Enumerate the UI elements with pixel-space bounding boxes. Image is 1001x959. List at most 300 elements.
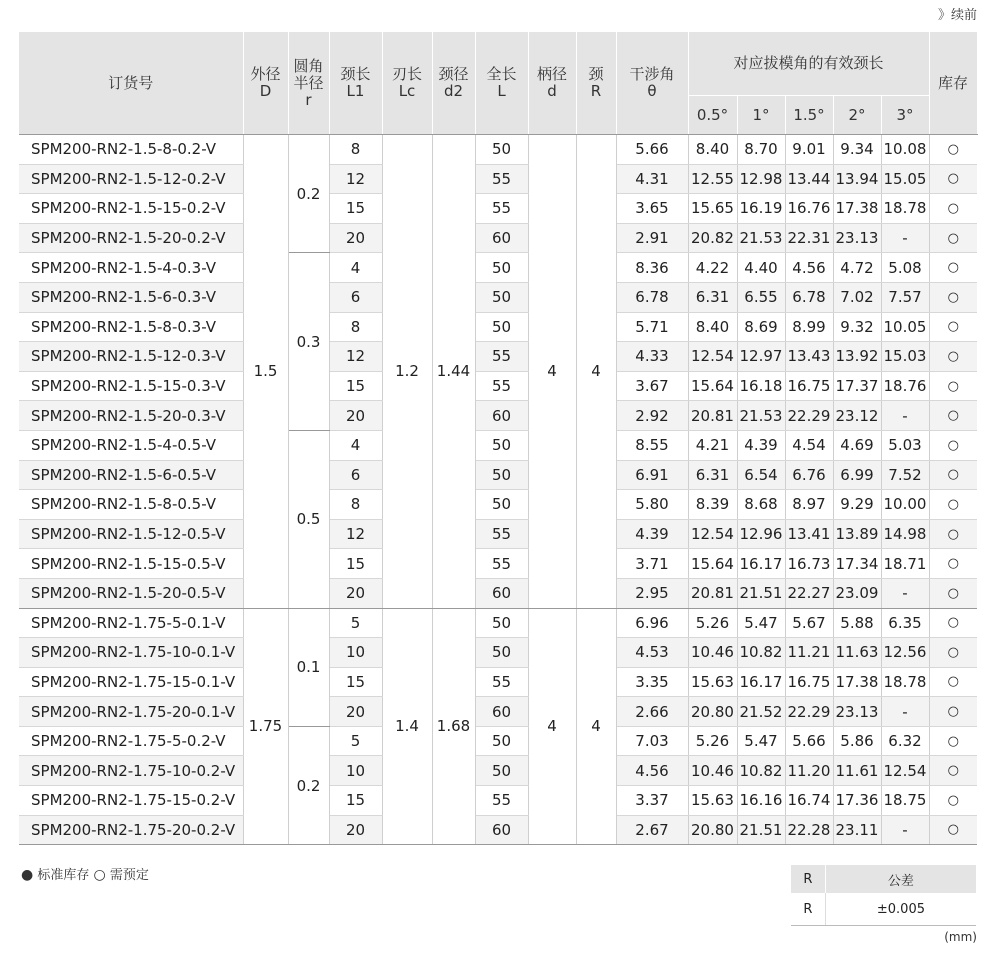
effective-neck-cell: 13.89 bbox=[833, 519, 881, 549]
effective-neck-cell: 21.53 bbox=[737, 223, 785, 253]
effective-neck-cell: 17.37 bbox=[833, 371, 881, 401]
interference-angle-cell: 4.31 bbox=[616, 164, 688, 194]
stock-cell: ○ bbox=[929, 726, 977, 756]
effective-neck-cell: 5.08 bbox=[881, 253, 929, 283]
effective-neck-cell: 6.54 bbox=[737, 460, 785, 490]
effective-neck-cell: 5.66 bbox=[785, 726, 833, 756]
effective-neck-cell: 23.13 bbox=[833, 223, 881, 253]
shank-diameter-cell: 4 bbox=[528, 135, 576, 609]
interference-angle-cell: 2.66 bbox=[616, 697, 688, 727]
effective-neck-cell: 8.70 bbox=[737, 135, 785, 165]
stock-cell: ○ bbox=[929, 697, 977, 727]
order-code-cell: SPM200-RN2-1.5-20-0.3-V bbox=[19, 401, 243, 431]
stock-cell: ○ bbox=[929, 223, 977, 253]
effective-neck-cell: 5.03 bbox=[881, 430, 929, 460]
diameter-cell: 1.75 bbox=[243, 608, 288, 845]
effective-neck-cell: - bbox=[881, 578, 929, 608]
effective-neck-cell: - bbox=[881, 401, 929, 431]
table-row bbox=[19, 815, 977, 845]
effective-neck-cell: 12.56 bbox=[881, 638, 929, 668]
effective-neck-cell: 6.35 bbox=[881, 608, 929, 638]
header-angle: 2° bbox=[833, 96, 881, 135]
interference-angle-cell: 6.78 bbox=[616, 282, 688, 312]
effective-neck-cell: 23.13 bbox=[833, 697, 881, 727]
effective-neck-cell: 16.76 bbox=[785, 194, 833, 224]
overall-length-cell: 60 bbox=[475, 223, 528, 253]
order-code-cell: SPM200-RN2-1.5-4-0.5-V bbox=[19, 430, 243, 460]
overall-length-cell: 50 bbox=[475, 756, 528, 786]
table-row bbox=[19, 194, 977, 224]
tolerance-header-tolerance: 公差 bbox=[825, 865, 976, 893]
order-code-cell: SPM200-RN2-1.5-20-0.2-V bbox=[19, 223, 243, 253]
effective-neck-cell: 9.01 bbox=[785, 135, 833, 165]
overall-length-cell: 55 bbox=[475, 342, 528, 372]
neck-length-cell: 15 bbox=[329, 549, 382, 579]
stock-cell: ○ bbox=[929, 430, 977, 460]
effective-neck-cell: 10.46 bbox=[688, 756, 737, 786]
effective-neck-cell: 7.57 bbox=[881, 282, 929, 312]
overall-length-cell: 60 bbox=[475, 578, 528, 608]
overall-length-cell: 55 bbox=[475, 164, 528, 194]
table-row bbox=[19, 430, 977, 460]
effective-neck-cell: 10.05 bbox=[881, 312, 929, 342]
stock-cell: ○ bbox=[929, 282, 977, 312]
effective-neck-cell: 11.63 bbox=[833, 638, 881, 668]
effective-neck-cell: 17.38 bbox=[833, 194, 881, 224]
interference-angle-cell: 7.03 bbox=[616, 726, 688, 756]
order-code-cell: SPM200-RN2-1.5-15-0.3-V bbox=[19, 371, 243, 401]
table-row bbox=[19, 578, 977, 608]
stock-cell: ○ bbox=[929, 164, 977, 194]
effective-neck-cell: 8.40 bbox=[688, 135, 737, 165]
order-code-cell: SPM200-RN2-1.5-15-0.2-V bbox=[19, 194, 243, 224]
effective-neck-cell: 15.63 bbox=[688, 667, 737, 697]
interference-angle-cell: 3.37 bbox=[616, 786, 688, 816]
effective-neck-cell: 8.40 bbox=[688, 312, 737, 342]
stock-cell: ○ bbox=[929, 549, 977, 579]
interference-angle-cell: 8.55 bbox=[616, 430, 688, 460]
effective-neck-cell: - bbox=[881, 223, 929, 253]
effective-neck-cell: 8.97 bbox=[785, 490, 833, 520]
overall-length-cell: 50 bbox=[475, 430, 528, 460]
overall-length-cell: 50 bbox=[475, 312, 528, 342]
effective-neck-cell: 13.41 bbox=[785, 519, 833, 549]
order-code-cell: SPM200-RN2-1.75-10-0.2-V bbox=[19, 756, 243, 786]
order-code-cell: SPM200-RN2-1.5-4-0.3-V bbox=[19, 253, 243, 283]
interference-angle-cell: 2.91 bbox=[616, 223, 688, 253]
effective-neck-cell: 23.12 bbox=[833, 401, 881, 431]
effective-neck-cell: 12.54 bbox=[881, 756, 929, 786]
neck-length-cell: 4 bbox=[329, 253, 382, 283]
order-code-cell: SPM200-RN2-1.5-15-0.5-V bbox=[19, 549, 243, 579]
interference-angle-cell: 6.96 bbox=[616, 608, 688, 638]
effective-neck-cell: 4.54 bbox=[785, 430, 833, 460]
interference-angle-cell: 2.95 bbox=[616, 578, 688, 608]
stock-cell: ○ bbox=[929, 756, 977, 786]
effective-neck-cell: 4.21 bbox=[688, 430, 737, 460]
neck-diameter-cell: 1.44 bbox=[432, 135, 475, 609]
effective-neck-cell: 11.20 bbox=[785, 756, 833, 786]
order-code-cell: SPM200-RN2-1.75-5-0.2-V bbox=[19, 726, 243, 756]
table-row bbox=[19, 371, 977, 401]
effective-neck-cell: 15.65 bbox=[688, 194, 737, 224]
effective-neck-cell: 5.86 bbox=[833, 726, 881, 756]
neck-length-cell: 20 bbox=[329, 815, 382, 845]
stock-cell: ○ bbox=[929, 578, 977, 608]
effective-neck-cell: 22.29 bbox=[785, 401, 833, 431]
effective-neck-cell: 16.19 bbox=[737, 194, 785, 224]
effective-neck-cell: 15.64 bbox=[688, 371, 737, 401]
effective-neck-cell: 16.16 bbox=[737, 786, 785, 816]
stock-cell: ○ bbox=[929, 667, 977, 697]
order-code-cell: SPM200-RN2-1.75-15-0.2-V bbox=[19, 786, 243, 816]
overall-length-cell: 60 bbox=[475, 697, 528, 727]
effective-neck-cell: 18.76 bbox=[881, 371, 929, 401]
overall-length-cell: 60 bbox=[475, 401, 528, 431]
neck-length-cell: 12 bbox=[329, 519, 382, 549]
order-code-cell: SPM200-RN2-1.5-8-0.3-V bbox=[19, 312, 243, 342]
effective-neck-cell: 8.99 bbox=[785, 312, 833, 342]
effective-neck-cell: 4.39 bbox=[737, 430, 785, 460]
neck-length-cell: 10 bbox=[329, 638, 382, 668]
effective-neck-cell: 6.31 bbox=[688, 460, 737, 490]
header-flute-length: 刃长 Lc bbox=[382, 32, 432, 135]
neck-length-cell: 15 bbox=[329, 371, 382, 401]
interference-angle-cell: 3.67 bbox=[616, 371, 688, 401]
neck-diameter-cell: 1.68 bbox=[432, 608, 475, 845]
effective-neck-cell: 5.47 bbox=[737, 608, 785, 638]
overall-length-cell: 50 bbox=[475, 638, 528, 668]
effective-neck-cell: 16.75 bbox=[785, 667, 833, 697]
effective-neck-cell: 20.81 bbox=[688, 401, 737, 431]
stock-cell: ○ bbox=[929, 815, 977, 845]
stock-cell: ○ bbox=[929, 786, 977, 816]
effective-neck-cell: 20.80 bbox=[688, 697, 737, 727]
effective-neck-cell: 9.34 bbox=[833, 135, 881, 165]
header-angle: 1° bbox=[737, 96, 785, 135]
effective-neck-cell: 16.18 bbox=[737, 371, 785, 401]
neck-length-cell: 5 bbox=[329, 608, 382, 638]
continued-note: 》续前 bbox=[937, 8, 977, 23]
overall-length-cell: 50 bbox=[475, 726, 528, 756]
effective-neck-cell: 13.43 bbox=[785, 342, 833, 372]
neck-length-cell: 4 bbox=[329, 430, 382, 460]
legend-standard-stock: 标准库存 bbox=[37, 868, 90, 883]
effective-neck-cell: 13.44 bbox=[785, 164, 833, 194]
table-row bbox=[19, 726, 977, 756]
filled-circle-icon: ● bbox=[21, 867, 34, 883]
neck-length-cell: 8 bbox=[329, 490, 382, 520]
interference-angle-cell: 4.53 bbox=[616, 638, 688, 668]
header-angle: 1.5° bbox=[785, 96, 833, 135]
effective-neck-cell: 12.54 bbox=[688, 519, 737, 549]
overall-length-cell: 60 bbox=[475, 815, 528, 845]
interference-angle-cell: 2.67 bbox=[616, 815, 688, 845]
effective-neck-cell: 13.94 bbox=[833, 164, 881, 194]
order-code-cell: SPM200-RN2-1.5-8-0.2-V bbox=[19, 135, 243, 165]
neck-r-cell: 4 bbox=[576, 135, 616, 609]
unit-label: (mm) bbox=[944, 930, 977, 944]
effective-neck-cell: 21.52 bbox=[737, 697, 785, 727]
stock-cell: ○ bbox=[929, 194, 977, 224]
effective-neck-cell: 9.32 bbox=[833, 312, 881, 342]
overall-length-cell: 50 bbox=[475, 135, 528, 165]
effective-neck-cell: 13.92 bbox=[833, 342, 881, 372]
header-neck-length: 颈长 L1 bbox=[329, 32, 382, 135]
header-angle: 3° bbox=[881, 96, 929, 135]
tolerance-cell-value: ±0.005 bbox=[825, 893, 976, 926]
neck-length-cell: 8 bbox=[329, 312, 382, 342]
neck-length-cell: 15 bbox=[329, 786, 382, 816]
neck-length-cell: 5 bbox=[329, 726, 382, 756]
stock-cell: ○ bbox=[929, 519, 977, 549]
effective-neck-cell: 22.27 bbox=[785, 578, 833, 608]
effective-neck-cell: 20.82 bbox=[688, 223, 737, 253]
overall-length-cell: 50 bbox=[475, 460, 528, 490]
effective-neck-cell: 8.39 bbox=[688, 490, 737, 520]
effective-neck-cell: 16.74 bbox=[785, 786, 833, 816]
corner-radius-cell: 0.2 bbox=[288, 726, 329, 844]
interference-angle-cell: 4.33 bbox=[616, 342, 688, 372]
effective-neck-cell: 10.82 bbox=[737, 638, 785, 668]
order-code-cell: SPM200-RN2-1.75-10-0.1-V bbox=[19, 638, 243, 668]
effective-neck-cell: 21.51 bbox=[737, 815, 785, 845]
stock-cell: ○ bbox=[929, 253, 977, 283]
overall-length-cell: 50 bbox=[475, 608, 528, 638]
interference-angle-cell: 3.65 bbox=[616, 194, 688, 224]
neck-length-cell: 20 bbox=[329, 401, 382, 431]
effective-neck-cell: 20.81 bbox=[688, 578, 737, 608]
effective-neck-cell: 5.88 bbox=[833, 608, 881, 638]
effective-neck-cell: 4.56 bbox=[785, 253, 833, 283]
tolerance-cell-r: R bbox=[791, 893, 825, 926]
corner-radius-cell: 0.1 bbox=[288, 608, 329, 726]
effective-neck-cell: 16.73 bbox=[785, 549, 833, 579]
table-row bbox=[19, 401, 977, 431]
table-row bbox=[19, 667, 977, 697]
order-code-cell: SPM200-RN2-1.5-20-0.5-V bbox=[19, 578, 243, 608]
effective-neck-cell: 8.69 bbox=[737, 312, 785, 342]
tolerance-header-r: R bbox=[791, 865, 825, 893]
flute-length-cell: 1.4 bbox=[382, 608, 432, 845]
order-code-cell: SPM200-RN2-1.75-20-0.2-V bbox=[19, 815, 243, 845]
diameter-cell: 1.5 bbox=[243, 135, 288, 609]
overall-length-cell: 50 bbox=[475, 253, 528, 283]
neck-length-cell: 12 bbox=[329, 164, 382, 194]
interference-angle-cell: 2.92 bbox=[616, 401, 688, 431]
effective-neck-cell: 23.11 bbox=[833, 815, 881, 845]
table-row bbox=[19, 519, 977, 549]
header-interference-angle: 干涉角 θ bbox=[616, 32, 688, 135]
effective-neck-cell: 16.75 bbox=[785, 371, 833, 401]
header-order-no: 订货号 bbox=[19, 32, 243, 135]
effective-neck-cell: 22.31 bbox=[785, 223, 833, 253]
header-corner-radius: 圆角 半径 r bbox=[288, 32, 329, 135]
effective-neck-cell: 10.82 bbox=[737, 756, 785, 786]
effective-neck-cell: 12.97 bbox=[737, 342, 785, 372]
overall-length-cell: 50 bbox=[475, 282, 528, 312]
order-code-cell: SPM200-RN2-1.75-20-0.1-V bbox=[19, 697, 243, 727]
overall-length-cell: 55 bbox=[475, 371, 528, 401]
interference-angle-cell: 6.91 bbox=[616, 460, 688, 490]
neck-length-cell: 15 bbox=[329, 667, 382, 697]
stock-cell: ○ bbox=[929, 401, 977, 431]
overall-length-cell: 55 bbox=[475, 786, 528, 816]
order-code-cell: SPM200-RN2-1.5-8-0.5-V bbox=[19, 490, 243, 520]
corner-radius-cell: 0.2 bbox=[288, 135, 329, 253]
overall-length-cell: 55 bbox=[475, 519, 528, 549]
stock-cell: ○ bbox=[929, 490, 977, 520]
spec-table-body bbox=[19, 135, 977, 845]
effective-neck-cell: 17.38 bbox=[833, 667, 881, 697]
interference-angle-cell: 4.56 bbox=[616, 756, 688, 786]
effective-neck-cell: 5.26 bbox=[688, 726, 737, 756]
effective-neck-cell: 22.29 bbox=[785, 697, 833, 727]
effective-neck-cell: - bbox=[881, 697, 929, 727]
effective-neck-cell: 9.29 bbox=[833, 490, 881, 520]
effective-neck-cell: 10.08 bbox=[881, 135, 929, 165]
table-row bbox=[19, 342, 977, 372]
order-code-cell: SPM200-RN2-1.5-12-0.2-V bbox=[19, 164, 243, 194]
table-row bbox=[19, 312, 977, 342]
effective-neck-cell: 15.64 bbox=[688, 549, 737, 579]
effective-neck-cell: 6.31 bbox=[688, 282, 737, 312]
effective-neck-cell: 10.00 bbox=[881, 490, 929, 520]
header-effective-neck: 对应拔模角的有效颈长 bbox=[688, 32, 929, 96]
header-neck-diameter: 颈径 d2 bbox=[432, 32, 475, 135]
flute-length-cell: 1.2 bbox=[382, 135, 432, 609]
table-row bbox=[19, 549, 977, 579]
table-row bbox=[19, 223, 977, 253]
overall-length-cell: 55 bbox=[475, 667, 528, 697]
effective-neck-cell: 12.55 bbox=[688, 164, 737, 194]
stock-cell: ○ bbox=[929, 608, 977, 638]
effective-neck-cell: 6.78 bbox=[785, 282, 833, 312]
neck-length-cell: 15 bbox=[329, 194, 382, 224]
neck-length-cell: 20 bbox=[329, 697, 382, 727]
table-row bbox=[19, 638, 977, 668]
effective-neck-cell: 18.71 bbox=[881, 549, 929, 579]
order-code-cell: SPM200-RN2-1.5-12-0.3-V bbox=[19, 342, 243, 372]
interference-angle-cell: 4.39 bbox=[616, 519, 688, 549]
effective-neck-cell: 12.96 bbox=[737, 519, 785, 549]
overall-length-cell: 55 bbox=[475, 194, 528, 224]
interference-angle-cell: 3.35 bbox=[616, 667, 688, 697]
header-overall-length: 全长 L bbox=[475, 32, 528, 135]
table-row bbox=[19, 164, 977, 194]
neck-length-cell: 6 bbox=[329, 282, 382, 312]
stock-cell: ○ bbox=[929, 312, 977, 342]
interference-angle-cell: 5.66 bbox=[616, 135, 688, 165]
neck-length-cell: 20 bbox=[329, 223, 382, 253]
table-row bbox=[19, 608, 977, 638]
stock-cell: ○ bbox=[929, 135, 977, 165]
header-diameter: 外径 D bbox=[243, 32, 288, 135]
overall-length-cell: 50 bbox=[475, 490, 528, 520]
order-code-cell: SPM200-RN2-1.75-5-0.1-V bbox=[19, 608, 243, 638]
neck-r-cell: 4 bbox=[576, 608, 616, 845]
effective-neck-cell: 5.26 bbox=[688, 608, 737, 638]
effective-neck-cell: 8.68 bbox=[737, 490, 785, 520]
table-row bbox=[19, 786, 977, 816]
interference-angle-cell: 8.36 bbox=[616, 253, 688, 283]
effective-neck-cell: 4.40 bbox=[737, 253, 785, 283]
effective-neck-cell: 18.75 bbox=[881, 786, 929, 816]
stock-cell: ○ bbox=[929, 638, 977, 668]
effective-neck-cell: 7.52 bbox=[881, 460, 929, 490]
interference-angle-cell: 3.71 bbox=[616, 549, 688, 579]
effective-neck-cell: 11.61 bbox=[833, 756, 881, 786]
effective-neck-cell: 18.78 bbox=[881, 194, 929, 224]
legend bbox=[21, 864, 149, 883]
effective-neck-cell: 21.53 bbox=[737, 401, 785, 431]
stock-cell: ○ bbox=[929, 460, 977, 490]
effective-neck-cell: 5.67 bbox=[785, 608, 833, 638]
effective-neck-cell: 6.32 bbox=[881, 726, 929, 756]
effective-neck-cell: 12.98 bbox=[737, 164, 785, 194]
effective-neck-cell: 6.55 bbox=[737, 282, 785, 312]
effective-neck-cell: 16.17 bbox=[737, 667, 785, 697]
effective-neck-cell: 5.47 bbox=[737, 726, 785, 756]
effective-neck-cell: 22.28 bbox=[785, 815, 833, 845]
effective-neck-cell: 17.34 bbox=[833, 549, 881, 579]
effective-neck-cell: 15.63 bbox=[688, 786, 737, 816]
order-code-cell: SPM200-RN2-1.5-12-0.5-V bbox=[19, 519, 243, 549]
effective-neck-cell: - bbox=[881, 815, 929, 845]
legend-order-required: 需预定 bbox=[109, 868, 149, 883]
table-row bbox=[19, 460, 977, 490]
neck-length-cell: 12 bbox=[329, 342, 382, 372]
effective-neck-cell: 15.03 bbox=[881, 342, 929, 372]
order-code-cell: SPM200-RN2-1.5-6-0.5-V bbox=[19, 460, 243, 490]
table-row bbox=[19, 253, 977, 283]
effective-neck-cell: 18.78 bbox=[881, 667, 929, 697]
open-circle-icon: ○ bbox=[93, 867, 106, 883]
stock-cell: ○ bbox=[929, 342, 977, 372]
table-row bbox=[19, 697, 977, 727]
tolerance-table bbox=[791, 865, 976, 926]
table-row bbox=[19, 756, 977, 786]
neck-length-cell: 20 bbox=[329, 578, 382, 608]
effective-neck-cell: 15.05 bbox=[881, 164, 929, 194]
order-code-cell: SPM200-RN2-1.75-15-0.1-V bbox=[19, 667, 243, 697]
interference-angle-cell: 5.71 bbox=[616, 312, 688, 342]
effective-neck-cell: 12.54 bbox=[688, 342, 737, 372]
stock-cell: ○ bbox=[929, 371, 977, 401]
neck-length-cell: 10 bbox=[329, 756, 382, 786]
effective-neck-cell: 11.21 bbox=[785, 638, 833, 668]
effective-neck-cell: 4.72 bbox=[833, 253, 881, 283]
shank-diameter-cell: 4 bbox=[528, 608, 576, 845]
interference-angle-cell: 5.80 bbox=[616, 490, 688, 520]
header-angle: 0.5° bbox=[688, 96, 737, 135]
corner-radius-cell: 0.5 bbox=[288, 430, 329, 608]
effective-neck-cell: 21.51 bbox=[737, 578, 785, 608]
effective-neck-cell: 17.36 bbox=[833, 786, 881, 816]
table-row bbox=[19, 282, 977, 312]
effective-neck-cell: 4.69 bbox=[833, 430, 881, 460]
effective-neck-cell: 10.46 bbox=[688, 638, 737, 668]
corner-radius-cell: 0.3 bbox=[288, 253, 329, 431]
overall-length-cell: 55 bbox=[475, 549, 528, 579]
table-row bbox=[19, 135, 977, 165]
effective-neck-cell: 6.76 bbox=[785, 460, 833, 490]
header-neck-r: 颈 R bbox=[576, 32, 616, 135]
effective-neck-cell: 6.99 bbox=[833, 460, 881, 490]
effective-neck-cell: 23.09 bbox=[833, 578, 881, 608]
header-stock: 库存 bbox=[929, 32, 977, 135]
effective-neck-cell: 20.80 bbox=[688, 815, 737, 845]
